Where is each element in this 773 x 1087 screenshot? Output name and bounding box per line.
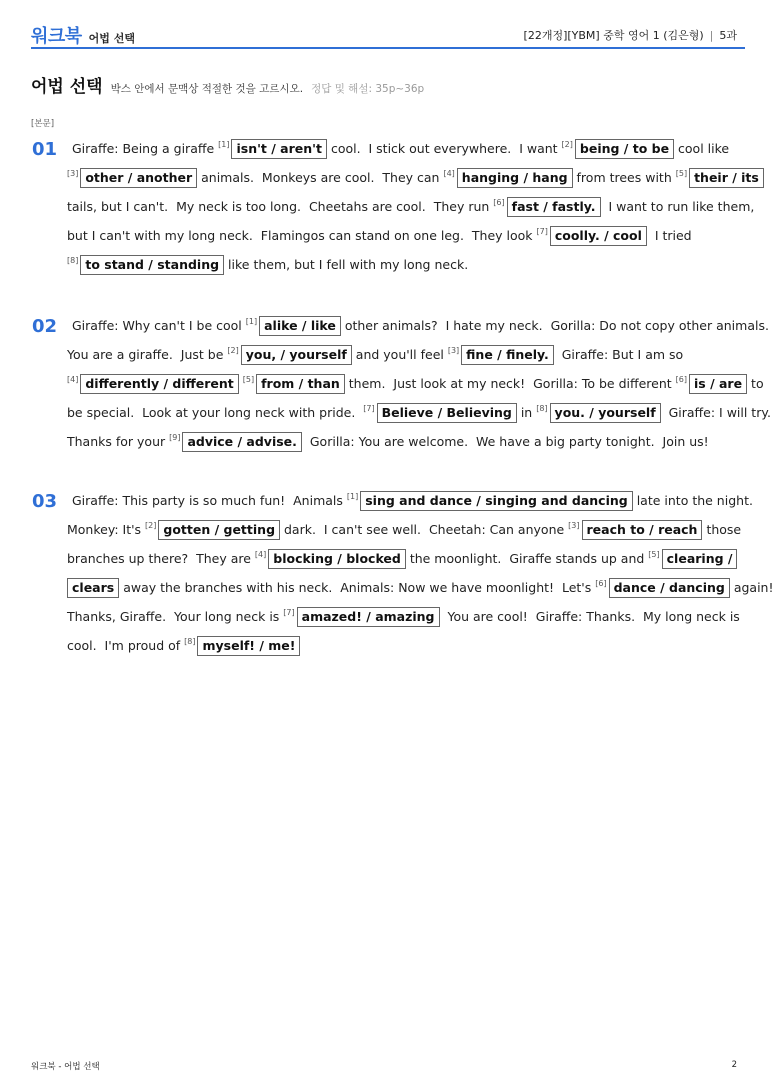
choice-box[interactable]: to stand / standing [80,255,224,275]
choice-box[interactable]: other / another [80,168,197,188]
choice-box[interactable]: amazed! / amazing [297,607,440,627]
choice-box[interactable]: you. / yourself [550,403,661,423]
header-divider: | [709,29,714,42]
blank-number: [5] [675,169,688,178]
passage-line [67,430,709,452]
blank-number: [3] [447,346,460,355]
choice-box[interactable]: Believe / Believing [377,403,517,423]
passage-text: You are a giraffe. Just be [67,347,228,362]
course-info [524,27,737,43]
blank-number: [9] [169,433,181,442]
answer-reference: 정답 및 해설: 35p~36p [311,83,425,95]
choice-box[interactable]: from / than [256,374,345,394]
passage-line [67,547,737,569]
passage-line [67,605,740,627]
blank-number: [7] [283,608,295,617]
blank-number: [8] [536,404,548,413]
lesson-label: 5과 [719,29,737,42]
blank-number: [6] [675,375,687,384]
passage-text: dark. I can't see well. Cheetah: Can anyone [280,522,569,537]
choice-box[interactable]: clears [67,578,119,598]
passage-text: be special. Look at your long neck with pride. [67,405,364,420]
choice-box[interactable]: clearing / [662,549,738,569]
passage-line [67,372,764,394]
choice-box[interactable]: differently / different [80,374,238,394]
choice-box[interactable]: you, / yourself [241,345,352,365]
question-number: 01 [32,139,58,160]
passage-text: other animals? I hate my neck. Gorilla: Do not copy other animals. [340,318,769,333]
choice-box[interactable]: dance / dancing [609,578,730,598]
blank-number: [7] [536,227,548,236]
header-left [31,22,135,48]
choice-box[interactable]: fast / fastly. [507,197,601,217]
choice-box[interactable]: sing and dance / singing and dancing [360,491,633,511]
blank-number: [5] [648,550,660,559]
header-rule [31,47,745,49]
choice-box[interactable]: fine / finely. [461,345,554,365]
blank-number: [4] [443,169,455,178]
blank-number: [4] [67,375,79,384]
passage-text: late into the night. [632,493,753,508]
passage-text: Giraffe: But I am so [553,347,684,362]
choice-box[interactable]: their / its [689,168,764,188]
page-number: 2 [731,1060,737,1070]
passage-text: cool. I stick out everywhere. I want [326,141,562,156]
passage-text: I tried [646,228,692,243]
passage-text: Thanks for your [67,434,170,449]
blank-number: [2] [227,346,239,355]
blank-number: [6] [595,579,607,588]
passage-line [67,576,773,598]
passage-text: cool. I'm proud of [67,638,185,653]
passage-text: those [702,522,742,537]
blank-number: [3] [67,169,79,178]
passage-text: I want to run like them, [600,199,755,214]
passage-text: Thanks, Giraffe. Your long neck is [67,609,284,624]
passage-text: Giraffe: This party is so much fun! Animals [72,493,347,508]
passage-text: tails, but I can't. My neck is too long. Cheetahs are cool. They run [67,199,494,214]
passage-text: Giraffe: Being a giraffe [72,141,219,156]
passage-line [67,166,764,188]
passage-line [67,518,741,540]
passage-text: in [516,405,537,420]
passage-text: and you'll feel [351,347,448,362]
question-number: 03 [32,491,58,512]
choice-box[interactable]: advice / advise. [182,432,301,452]
blank-number: [4] [254,550,267,559]
brand-title: 워크북 [31,26,82,47]
passage-text: Giraffe: I will try. [660,405,771,420]
course-title: [22개정][YBM] 중학 영어 1 (김은형) [523,29,704,42]
passage-line [67,343,683,365]
passage-text: to [747,376,764,391]
passage-line [67,253,468,275]
exercise-title-row [31,72,424,97]
choice-box[interactable]: alike / like [259,316,341,336]
exercise-instruction: 박스 안에서 문맥상 적절한 것을 고르시오. [110,83,304,95]
choice-box[interactable]: coolly. / cool [550,226,647,246]
blank-number: [5] [242,375,255,384]
passage-text: them. Just look at my neck! Gorilla: To be different [344,376,676,391]
passage-line [67,401,771,423]
blank-number: [3] [568,521,580,530]
question-number: 02 [32,316,58,337]
passage-text: the moonlight. Giraffe stands up and [405,551,649,566]
blank-number: [1] [218,140,230,149]
passage-text: but I can't with my long neck. Flamingos can stand on one leg. They look [67,228,537,243]
passage-text: away the branches with his neck. Animals: Now we have moonlight! Let's [119,580,596,595]
blank-number: [8] [184,637,196,646]
passage-line [72,314,769,336]
blank-number: [2] [145,521,157,530]
passage-text: from trees with [572,170,676,185]
blank-number: [1] [346,492,359,501]
blank-number: [6] [493,198,505,207]
choice-box[interactable]: being / to be [575,139,674,159]
section-name: 어법 선택 [88,32,136,45]
passage-line [72,489,753,511]
passage-text: You are cool! Giraffe: Thanks. My long neck is [439,609,740,624]
passage-text: branches up there? They are [67,551,255,566]
passage-text: Gorilla: You are welcome. We have a big party tonight. Join us! [301,434,709,449]
choice-box[interactable]: is / are [689,374,747,394]
passage-text: Giraffe: Why can't I be cool [72,318,246,333]
blank-number: [1] [245,317,258,326]
passage-text: again! [729,580,773,595]
passage-text: cool like [674,141,730,156]
passage-label: [본문] [31,119,55,129]
passage-text: like them, but I fell with my long neck. [224,257,469,272]
blank-number: [2] [561,140,573,149]
passage-line [72,137,729,159]
exercise-title: 어법 선택 [31,77,103,97]
choice-box[interactable]: isn't / aren't [231,139,326,159]
passage-line [67,634,300,656]
choice-box[interactable]: blocking / blocked [268,549,406,569]
passage-line [67,195,754,217]
footer-label: 워크북 - 어법 선택 [31,1062,100,1072]
choice-box[interactable]: hanging / hang [457,168,573,188]
choice-box[interactable]: reach to / reach [582,520,703,540]
passage-text: Monkey: It's [67,522,146,537]
choice-box[interactable]: gotten / getting [158,520,280,540]
blank-number: [8] [67,256,79,265]
choice-box[interactable]: myself! / me! [197,636,300,656]
page-header [0,0,768,48]
blank-number: [7] [363,404,375,413]
passage-line [67,224,692,246]
passage-text: animals. Monkeys are cool. They can [197,170,444,185]
